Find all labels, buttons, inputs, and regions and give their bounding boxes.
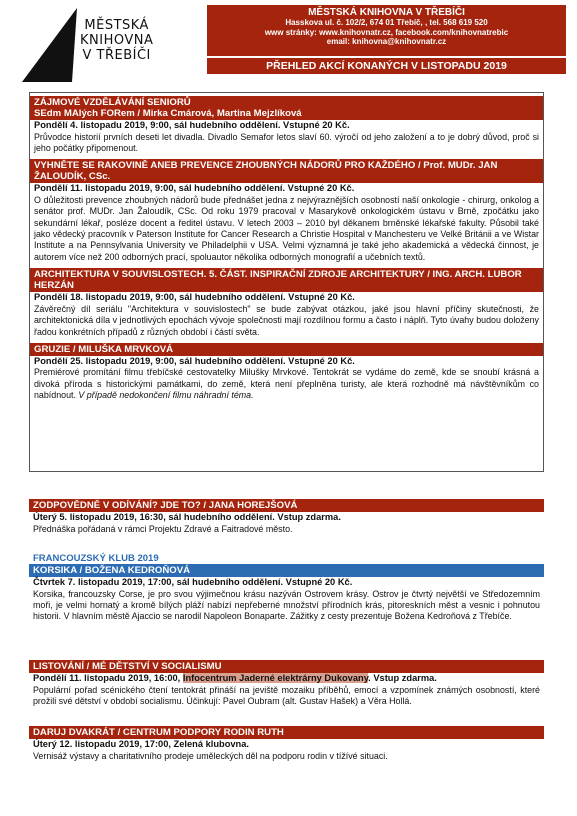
event-6-description: Korsika, francouzsky Corse, je pro svou výjimečnou krásu nazýván Ostrovem krásy. Ostrov je čtvrtý největší ve Středozemním moři, je velmi hornatý a kromě bílých pláží nabízí nepřeberné množství přírodních krás, pitoreskních měst a vesnic i pohnutou historii. V hlavním městě Ajaccio se narodil Napoleon Bonaparte. Zážitky z cesty prezentuje Božena Kedroňová z Třebíče. [33, 588, 540, 622]
event-5-block [29, 499, 544, 537]
event-2-date: Pondělí 11. listopadu 2019, 9:00, sál hudebního oddělení. Vstupné 20 Kč. [34, 183, 355, 194]
event-4-title: GRUZIE / MILUŠKA MRVKOVÁ [30, 343, 543, 356]
report-title: PŘEHLED AKCÍ KONANÝCH V LISTOPADU 2019 [207, 58, 566, 74]
event-5-title: ZODPOVĚDNĚ V ODÍVÁNÍ? JDE TO? / JANA HOREJŠOVÁ [29, 499, 544, 512]
org-email[interactable]: email: knihovna@knihovnatr.cz [326, 37, 447, 47]
venue-highlight: Infocentrum Jaderné elektrárny Dukovany [182, 673, 369, 683]
event-6-date: Čtvrtek 7. listopadu 2019, 17:00, sál hudebního oddělení. Vstupné 20 Kč. [33, 577, 353, 587]
org-name: MĚSTSKÁ KNIHOVNA V TŘEBÍČI [308, 7, 465, 18]
org-web: www stránky: www.knihovnatr.cz, facebook.com/knihovnatrebic [264, 27, 509, 37]
event-1-date: Pondělí 4. listopadu 2019, 9:00, sál hudebního oddělení. Vstupné 20 Kč. [34, 120, 350, 130]
event-7-title: LISTOVÁNÍ / MÉ DĚTSTVÍ V SOCIALISMU [29, 660, 544, 673]
seniors-events-frame [29, 92, 544, 472]
event-7-block [29, 660, 544, 709]
club-name: FRANCOUZSKÝ KLUB 2019 [33, 553, 159, 564]
event-1-subtitle: SEdm MAlých FORem / Mirka Cmárová, Martina Mejzlíková [34, 108, 302, 119]
event-6-block [29, 553, 544, 625]
event-7-date: Pondělí 11. listopadu 2019, 16:00, Infocentrum Jaderné elektrárny Dukovany. Vstup zdarma. [33, 673, 437, 683]
header-contact-box [207, 5, 566, 56]
event-3-title: ARCHITEKTURA V SOUVISLOSTECH. 5. ČÁST. INSPIRAČNÍ ZDROJE ARCHITEKTURY / ING. ARCH. LUBOR HERZÁN [30, 268, 543, 292]
event-8-block [29, 726, 544, 764]
event-2-title: VYHNĚTE SE RAKOVINĚ ANEB PREVENCE ZHOUBNÝCH NÁDORŮ PRO KAŽDÉHO / Prof. MUDr. JAN ŽALOUDÍK, CSc. [30, 159, 543, 183]
event-8-description: Vernisáž výstavy a charitativního prodeje uměleckých děl na podporu rodin v tížívé situaci. [33, 750, 388, 761]
logo-triangle-icon [22, 8, 82, 82]
logo-line-3: V TŘEBÍČI [82, 48, 151, 63]
event-8-date: Úterý 12. listopadu 2019, 17:00, Zelená klubovna. [33, 739, 249, 749]
event-7-description: Populární pořad scénického čtení tentokrát přináší na jeviště mozaiku příběhů, emocí a vzpomínek známých osobností, které prožili své dětství v období socialismu. Účinkují: Pavel Oubram (alt. Gustav Hašek) a Věra Hollá. [33, 684, 540, 706]
event-6-title: KORSIKA / BOŽENA KEDROŇOVÁ [29, 564, 544, 577]
event-8-title: DARUJ DVAKRÁT / CENTRUM PODPORY RODIN RUTH [29, 726, 544, 739]
library-logo [22, 8, 182, 82]
event-2-description: O důležitosti prevence zhoubných nádorů bude přednášet jedna z nejvýraznějších osobností naší onkologie - chirurg, onkolog a senátor prof. MUDr. Jan Žaloudík, CSc. Od roku 1979 pracoval v Masarykově onkologickém ústavu v Brně, zpočátku jako sekundární lékař, posléze docent a ředitel ústavu. V letech 2003 – 2010 byl děkanem brněnské lékařské fakulty. Působil také jako vědecký pracovník v Paterson Institute for Cancer Research a Christie Hospital v Manchesteru ve Velké Británii a ve Wistar Institute a na Pennsylvania University ve Philadelphii v USA. Velmi významná je také jeho akademická a vědecká činnost, je autorem více než 200 odborných prací, spoluautor několika odborných monografií a učebních textů. [34, 194, 539, 262]
org-address: Hasskova ul. č. 102/2, 674 01 Třebíč, , tel. 568 619 520 [285, 18, 488, 27]
event-4-description: Premiérové promítání filmu třebíčské cestovatelky Milušky Mrvkové. Tentokrát se vydáme do země, kde se snoubí krásná a divoká příroda s historickými památkami, do země, která není přeplněna turisty, ale která rozhodně má návštěvníkům co nabídnout. V případě nedokončení filmu náhradní téma. [34, 367, 539, 401]
event-1-title: ZÁJMOVÉ VZDĚLÁVÁNÍ SENIORŮ SEdm MAlých FORem / Mirka Cmárová, Martina Mejzlíková [30, 96, 543, 120]
event-3-date: Pondělí 18. listopadu 2019, 9:00, sál hudebního oddělení. Vstupné 20 Kč. [34, 292, 355, 303]
logo-line-2: KNIHOVNA [80, 33, 154, 48]
logo-line-1: MĚSTSKÁ [84, 18, 149, 33]
event-4-note: V případě nedokončení filmu náhradní téma. [78, 390, 254, 401]
event-5-date: Úterý 5. listopadu 2019, 16:30, sál hudebního oddělení. Vstup zdarma. [33, 512, 341, 522]
event-5-description: Přednáška pořádaná v rámci Projektu Zdravé a Faitradové město. [33, 523, 293, 534]
event-3-description: Závěrečný díl seriálu "Architektura v souvislostech" se bude zabývat otázkou, jaké jsou hlavní příčiny skutečnosti, že architektonická díla v jednotlivých epochách vývoje společnosti mají rozdílnou formu a často i náplň. Tyto úvahy budou doloženy řadou konkrétních případů z různých období i částí světa. [34, 303, 539, 337]
event-1-description: Průvodce historií prvních deseti let divadla. Divadlo Semafor letos slaví 60. výročí od jeho založení a to je dobrý důvod, proč si jeho počátky připomenout. [34, 131, 539, 153]
event-4-date: Pondělí 25. listopadu 2019, 9:00, sál hudebního oddělení. Vstupné 20 Kč. [34, 355, 355, 366]
